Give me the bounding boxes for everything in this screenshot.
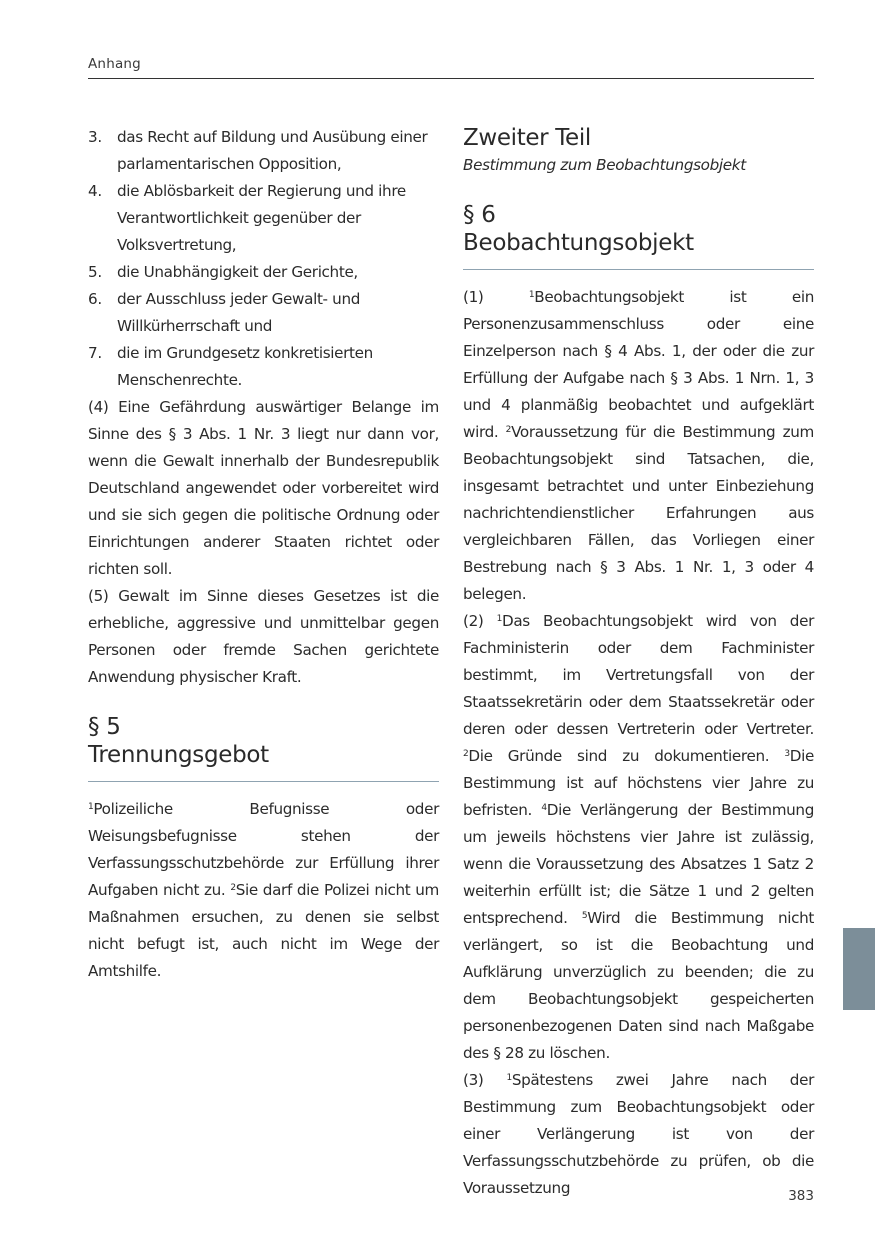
sentence-mark: 5 bbox=[581, 911, 588, 921]
list-item-number: 7. bbox=[88, 344, 102, 362]
list-item bbox=[88, 259, 439, 286]
section-6-title: Beobachtungsobjekt bbox=[463, 230, 694, 256]
list-item-number: 3. bbox=[88, 128, 102, 146]
list-item-text: der Ausschluss jeder Gewalt- und Willkürherrschaft und bbox=[117, 290, 361, 335]
paragraph-label: (1) bbox=[463, 288, 484, 306]
section-5-heading bbox=[88, 713, 439, 782]
list-item-number: 5. bbox=[88, 263, 102, 281]
sentence-mark: 1 bbox=[506, 1073, 512, 1083]
left-column bbox=[88, 124, 439, 985]
list-item-number: 6. bbox=[88, 290, 102, 308]
section-5-title: Trennungsgebot bbox=[88, 742, 269, 768]
sentence-mark: 2 bbox=[463, 749, 469, 759]
sentence-text: Voraussetzung für die Bestimmung zum Beobachtungsobjekt sind Tatsachen, die, insgesamt betrachtet und unter Einbeziehung nachrichtendienstlicher Erfahrungen aus vergleichbaren Fällen, das Vorliegen einer Bestrebung nach § 3 Abs. 1 Nr. 1, 3 oder 4 belegen. bbox=[463, 423, 814, 603]
running-header: Anhang bbox=[88, 56, 141, 72]
sentence-mark: 4 bbox=[541, 803, 547, 813]
sentence-text: Polizeiliche Befugnisse oder Weisungsbefugnisse stehen der Verfassungsschutzbehörde zur Erfüllung ihrer Aufgaben nicht zu. bbox=[88, 800, 439, 899]
page-number: 383 bbox=[788, 1188, 814, 1204]
list-item bbox=[88, 178, 439, 259]
sentence-text: Wird die Bestimmung nicht verlängert, so ist die Beobachtung und Aufklärung unverzüglich zu beenden; die zu dem Beobachtungsobjekt gespeicherten personenbezogenen Daten sind nach Maßgabe des § 28 zu löschen. bbox=[463, 909, 814, 1062]
sentence-mark: 2 bbox=[230, 883, 236, 893]
list-item-number: 4. bbox=[88, 182, 102, 200]
sentence-text: Die Verlängerung der Bestimmung um jeweils höchstens vier Jahre ist zulässig, wenn die Voraussetzung des Absatzes 1 Satz 2 weiterhin erfüllt ist; die Sätze 1 und 2 gelten entsprechend. bbox=[463, 801, 814, 927]
sentence-text: Die Gründe sind zu dokumentieren. bbox=[468, 747, 770, 765]
sentence-mark: 1 bbox=[528, 290, 535, 300]
section-5-body bbox=[88, 796, 439, 985]
paragraph-5: (5) Gewalt im Sinne dieses Gesetzes ist die erhebliche, aggressive und unmittelbar gegen Personen oder fremde Sachen gerichtete Anwendung physischer Kraft. bbox=[88, 587, 439, 686]
chapter-tab-marker bbox=[843, 928, 875, 1010]
sentence-mark: 1 bbox=[88, 802, 94, 812]
list-item-text: die im Grundgesetz konkretisierten Menschenrechte. bbox=[117, 344, 373, 389]
section-5-number: § 5 bbox=[88, 714, 121, 740]
list-item-text: die Ablösbarkeit der Regierung und ihre Verantwortlichkeit gegenüber der Volksvertretung, bbox=[117, 182, 406, 254]
part-subtitle: Bestimmung zum Beobachtungsobjekt bbox=[463, 156, 746, 174]
paragraph-4: (4) Eine Gefährdung auswärtiger Belange im Sinne des § 3 Abs. 1 Nr. 3 liegt nur dann vor, wenn die Gewalt innerhalb der Bundesrepublik Deutschland angewendet oder vorbereitet wird und sie sich gegen die politische Ordnung oder Einrichtungen anderer Staaten richtet oder richten soll. bbox=[88, 398, 439, 578]
part-title: Zweiter Teil bbox=[463, 125, 591, 151]
section-6-paragraph-2 bbox=[463, 608, 814, 1067]
sentence-text: Beobachtungsobjekt ist ein Personenzusammenschluss oder eine Einzelperson nach § 4 Abs. 1, der oder die zur Erfüllung der Aufgabe nach § 3 Abs. 1 Nrn. 1, 3 und 4 planmäßig beobachtet und aufgeklärt wird. bbox=[463, 288, 814, 441]
right-column bbox=[463, 124, 814, 1202]
section-6-paragraph-3 bbox=[463, 1067, 814, 1202]
header-rule bbox=[88, 78, 814, 79]
list-item bbox=[88, 340, 439, 394]
sentence-text: Spätestens zwei Jahre nach der Bestimmung zum Beobachtungsobjekt oder einer Verlängerung ist von der Verfassungsschutzbehörde zu prüfen, ob die Voraussetzung bbox=[463, 1071, 814, 1197]
sentence-mark: 1 bbox=[496, 614, 502, 624]
list-item bbox=[88, 124, 439, 178]
sentence-text: Sie darf die Polizei nicht um Maßnahmen ersuchen, zu denen sie selbst nicht befugt ist, auch nicht im Wege der Amtshilfe. bbox=[88, 881, 439, 980]
sentence-text: Die Bestimmung ist auf höchstens vier Jahre zu befristen. bbox=[463, 747, 814, 819]
list-item-text: die Unabhängigkeit der Gerichte, bbox=[117, 263, 358, 281]
sentence-mark: 2 bbox=[505, 425, 512, 435]
section-6-paragraph-1 bbox=[463, 284, 814, 608]
list-item-text: das Recht auf Bildung und Ausübung einer parlamentarischen Opposition, bbox=[117, 128, 428, 173]
section-6-number: § 6 bbox=[463, 202, 496, 228]
list-item bbox=[88, 286, 439, 340]
sentence-mark: 3 bbox=[784, 749, 790, 759]
sentence-text: Das Beobachtungsobjekt wird von der Fachministerin oder dem Fachminister bestimmt, im Vertretungsfall von der Staatssekretärin oder dem Staatssekretär oder deren oder dessen Vertreterin oder Vertreter. bbox=[463, 612, 814, 738]
paragraph-label: (2) bbox=[463, 612, 484, 630]
paragraph-label: (3) bbox=[463, 1071, 484, 1089]
section-6-heading bbox=[463, 201, 814, 270]
